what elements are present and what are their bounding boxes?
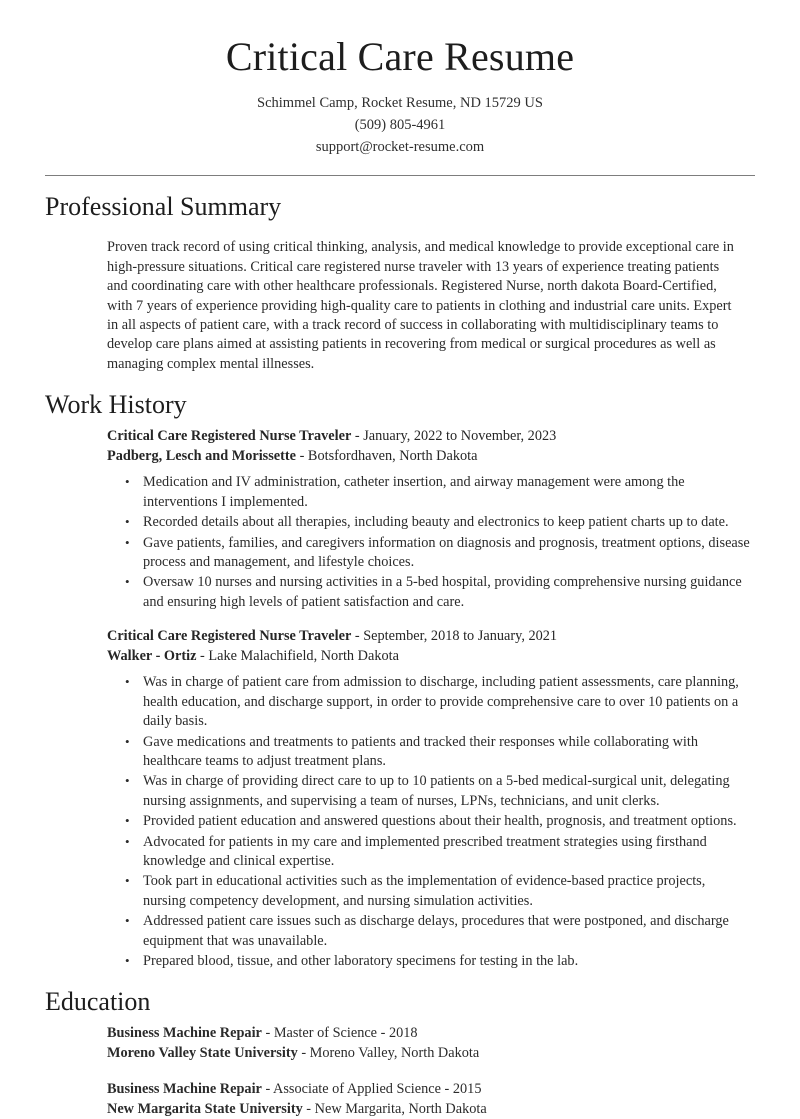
work-entry <box>107 426 755 612</box>
summary-body <box>45 238 755 374</box>
list-item: • Advocated for patients in my care and implemented prescribed treatment strategies using firsthand knowledge and clinical expertise. <box>133 833 755 872</box>
education-location: - Moreno Valley, North Dakota <box>297 1045 480 1062</box>
section-heading-professional-summary: Professional Summary <box>45 192 282 221</box>
work-history-body <box>45 426 755 971</box>
work-entry-company-line <box>107 646 755 666</box>
list-item: • Prepared blood, tissue, and other laboratory specimens for testing in the lab. <box>133 952 755 971</box>
work-entry-company: Walker - Ortiz <box>107 648 197 665</box>
education-entry <box>107 1023 755 1063</box>
header-divider <box>45 175 755 176</box>
summary-text: Proven track record of using critical thinking, analysis, and medical knowledge to provide exceptional care in high-pressure situations. Critical care registered nurse traveler with 13 years of experience treating patients and coordinating care with other healthcare professionals. Registered Nurse, north dakota Board-Certified, with 7 years of experience providing high-quality care to patients in clothing and industrial care units. Expert in all aspects of patient care, with a track record of success in collaborating with multidisciplinary teams to develop care plans aimed at assisting patients in recovering from medical or surgical procedures as well as managing complex mental illnesses. <box>107 239 734 372</box>
work-entry-job-title: Critical Care Registered Nurse Traveler <box>107 628 352 645</box>
work-entry <box>107 626 755 971</box>
work-entry-company: Padberg, Lesch and Morissette <box>107 448 297 465</box>
education-school-line <box>107 1043 755 1063</box>
education-school: New Margarita State University <box>107 1101 303 1118</box>
work-entry-title-line <box>107 626 755 646</box>
education-program: Business Machine Repair <box>107 1081 262 1098</box>
education-program: Business Machine Repair <box>107 1025 262 1042</box>
education-program-line <box>107 1079 755 1099</box>
contact-block <box>45 92 755 158</box>
education-location: - New Margarita, North Dakota <box>302 1101 487 1118</box>
list-item: • Took part in educational activities such as the implementation of evidence-based practice projects, nursing competency development, and nursing simulation activities. <box>133 872 755 911</box>
list-item: • Was in charge of providing direct care to up to 10 patients on a 5-bed medical-surgical unit, delegating nursing assignments, and supervising a team of nurses, LPNs, technicians, and unit clerks. <box>133 772 755 811</box>
education-school-line <box>107 1099 755 1119</box>
contact-phone: (509) 805-4961 <box>354 117 446 133</box>
list-item: • Addressed patient care issues such as discharge delays, procedures that were postponed, and discharge equipment that was unavailable. <box>133 912 755 951</box>
list-item: • Gave medications and treatments to patients and tracked their responses while collaborating with healthcare teams to adjust treatment plans. <box>133 733 755 772</box>
work-entry-dates: - January, 2022 to November, 2023 <box>351 428 557 445</box>
work-entry-location: - Lake Malachifield, North Dakota <box>196 648 399 665</box>
work-entry-bullets <box>107 673 755 971</box>
resume-title: Critical Care Resume <box>225 34 575 79</box>
work-entry-location: - Botsfordhaven, North Dakota <box>296 448 478 465</box>
education-entry <box>107 1079 755 1119</box>
list-item: • Oversaw 10 nurses and nursing activities in a 5-bed hospital, providing comprehensive nursing guidance and ensuring high levels of patient satisfaction and care. <box>133 573 755 612</box>
contact-address: Schimmel Camp, Rocket Resume, ND 15729 US <box>257 95 543 111</box>
section-education <box>45 985 755 1119</box>
list-item: • Recorded details about all therapies, including beauty and electronics to keep patient charts up to date. <box>133 513 755 532</box>
education-school: Moreno Valley State University <box>107 1045 298 1062</box>
section-heading-education: Education <box>45 987 151 1017</box>
work-entry-dates: - September, 2018 to January, 2021 <box>351 628 558 645</box>
education-degree: - Associate of Applied Science - 2015 <box>261 1081 482 1098</box>
education-body <box>45 1023 755 1119</box>
education-degree: - Master of Science - 2018 <box>261 1025 418 1042</box>
section-heading-work-history: Work History <box>45 390 187 420</box>
section-work-history <box>45 388 755 971</box>
education-program-line <box>107 1023 755 1043</box>
contact-email: support@rocket-resume.com <box>315 139 485 155</box>
list-item: • Provided patient education and answered questions about their health, prognosis, and treatment options. <box>133 812 755 831</box>
list-item: • Medication and IV administration, catheter insertion, and airway management were among the interventions I implemented. <box>133 473 755 512</box>
section-professional-summary <box>45 190 755 374</box>
list-item: • Gave patients, families, and caregivers information on diagnosis and prognosis, treatment options, disease process and management, and lifestyle choices. <box>133 534 755 573</box>
work-entry-company-line <box>107 446 755 466</box>
work-entry-job-title: Critical Care Registered Nurse Traveler <box>107 428 352 445</box>
work-entry-bullets <box>107 473 755 612</box>
list-item: • Was in charge of patient care from admission to discharge, including patient assessments, care planning, health education, and discharge support, in order to provide comprehensive care to over 10 patients on a daily basis. <box>133 673 755 731</box>
work-entry-title-line <box>107 426 755 446</box>
